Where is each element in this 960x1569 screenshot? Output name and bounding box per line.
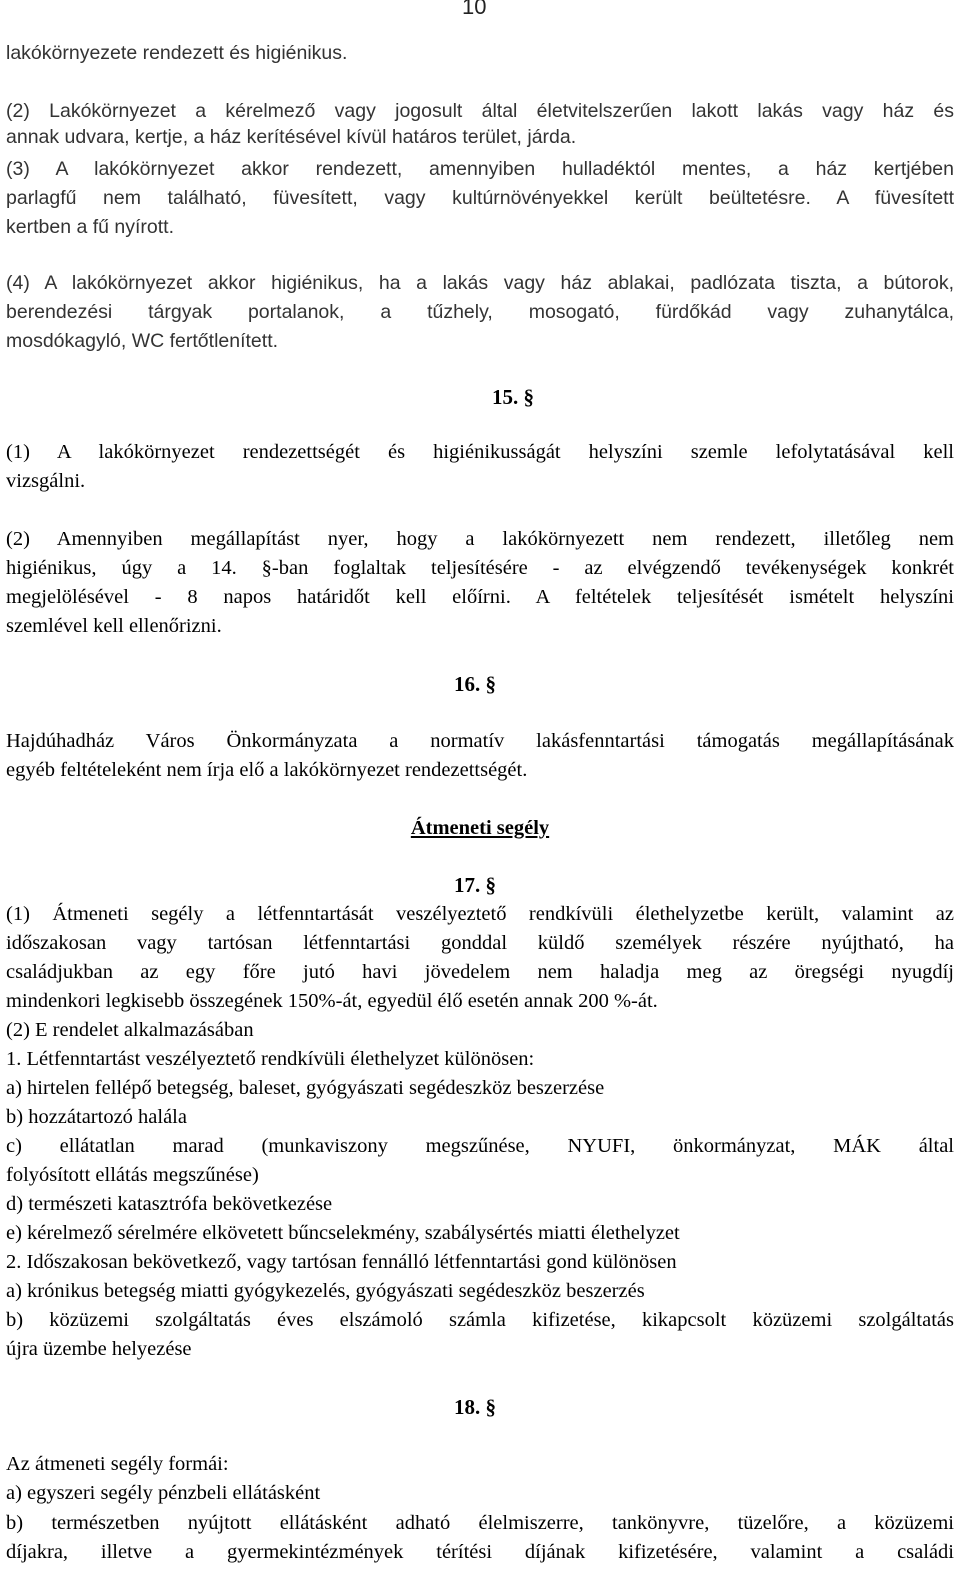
text-line: újra üzembe helyezése: [6, 1338, 192, 1360]
text-line: (2) Lakókörnyezet a kérelmező vagy jogosult által életvitelszerűen lakott lakás vagy ház és: [6, 100, 954, 122]
text-line: a) hirtelen fellépő betegség, baleset, gyógyászati segédeszköz beszerzése: [6, 1077, 605, 1099]
text-line: higiénikus, úgy a 14. §-ban foglaltak teljesítésére - az elvégzendő tevékenységek konkrét: [6, 557, 954, 579]
text-line: családjukban az egy főre jutó havi jövedelem nem haladja meg az öregségi nyugdíj: [6, 961, 954, 983]
text-line: folyósított ellátás megszűnése): [6, 1164, 259, 1186]
text-line: mindenkori legkisebb összegének 150%-át, egyedül élő esetén annak 200 %-át.: [6, 990, 658, 1012]
text-line: e) kérelmező sérelmére elkövetett bűncselekmény, szabálysértés miatti élethelyzet: [6, 1222, 680, 1244]
text-line: lakókörnyezete rendezett és higiénikus.: [6, 42, 348, 64]
text-line: (1) Átmeneti segély a létfenntartását veszélyeztető rendkívüli élethelyzetbe került, valamint az: [6, 903, 954, 925]
text-line: (2) E rendelet alkalmazásában: [6, 1019, 254, 1041]
text-line: (4) A lakókörnyezet akkor higiénikus, ha a lakás vagy ház ablakai, padlózata tiszta, a bútorok,: [6, 272, 954, 294]
text-line: b) hozzátartozó halála: [6, 1106, 187, 1128]
text-line: megjelölésével - 8 napos határidőt kell előírni. A feltételek teljesítését ismételt helyszíni: [6, 586, 954, 608]
text-line: szemlével kell ellenőrizni.: [6, 615, 222, 637]
text-line: berendezési tárgyak portalanok, a tűzhely, mosogató, fürdőkád vagy zuhanytálca,: [6, 301, 954, 323]
text-line: b) közüzemi szolgáltatás éves elszámoló számla kifizetése, kikapcsolt közüzemi szolgáltatás: [6, 1309, 954, 1331]
text-line: egyéb feltételeként nem írja elő a lakókörnyezet rendezettségét.: [6, 759, 528, 781]
text-line: (3) A lakókörnyezet akkor rendezett, amennyiben hulladéktól mentes, a ház kertjében: [6, 158, 954, 180]
text-line: 1. Létfenntartást veszélyeztető rendkívüli élethelyzet különösen:: [6, 1048, 535, 1070]
text-line: időszakosan vagy tartósan létfenntartási gonddal küldő személyek részére nyújtható, ha: [6, 932, 954, 954]
text-line: mosdókagyló, WC fertőtlenített.: [6, 330, 279, 352]
text-line: Az átmeneti segély formái:: [6, 1453, 229, 1475]
text-line: vizsgálni.: [6, 470, 86, 492]
section-number-16: 16. §: [454, 672, 496, 696]
page-number: 10: [462, 0, 487, 19]
section-number-15: 15. §: [492, 385, 534, 409]
section-heading-atmeneti-segely: Átmeneti segély: [410, 817, 550, 839]
text-line: 2. Időszakosan bekövetkező, vagy tartósan fennálló létfenntartási gond különösen: [6, 1251, 677, 1273]
text-line: a) egyszeri segély pénzbeli ellátásként: [6, 1482, 321, 1504]
text-line: kertben a fű nyírott.: [6, 216, 175, 238]
text-line: d) természeti katasztrófa bekövetkezése: [6, 1193, 333, 1215]
text-line: b) természetben nyújtott ellátásként adható élelmiszerre, tankönyvre, tüzelőre, a közüzemi: [6, 1512, 954, 1534]
text-line: parlagfű nem található, füvesített, vagy kultúrnövényekkel került beültetésre. A füvesített: [6, 187, 954, 209]
text-line: (2) Amennyiben megállapítást nyer, hogy a lakókörnyezett nem rendezett, illetőleg nem: [6, 528, 954, 550]
text-line: a) krónikus betegség miatti gyógykezelés, gyógyászati segédeszköz beszerzés: [6, 1280, 645, 1302]
text-line: annak udvara, kertje, a ház kerítésével kívül határos terület, járda.: [6, 126, 577, 148]
text-line: díjakra, illetve a gyermekintézmények térítési díjának kifizetésére, valamint a családi: [6, 1541, 954, 1563]
text-line: Hajdúhadház Város Önkormányzata a normatív lakásfenntartási támogatás megállapításának: [6, 730, 954, 752]
section-number-17: 17. §: [454, 873, 496, 897]
text-line: (1) A lakókörnyezet rendezettségét és higiénikusságát helyszíni szemle lefolytatásával kell: [6, 441, 954, 463]
text-line: c) ellátatlan marad (munkaviszony megszűnése, NYUFI, önkormányzat, MÁK által: [6, 1135, 954, 1157]
section-number-18: 18. §: [454, 1395, 496, 1419]
